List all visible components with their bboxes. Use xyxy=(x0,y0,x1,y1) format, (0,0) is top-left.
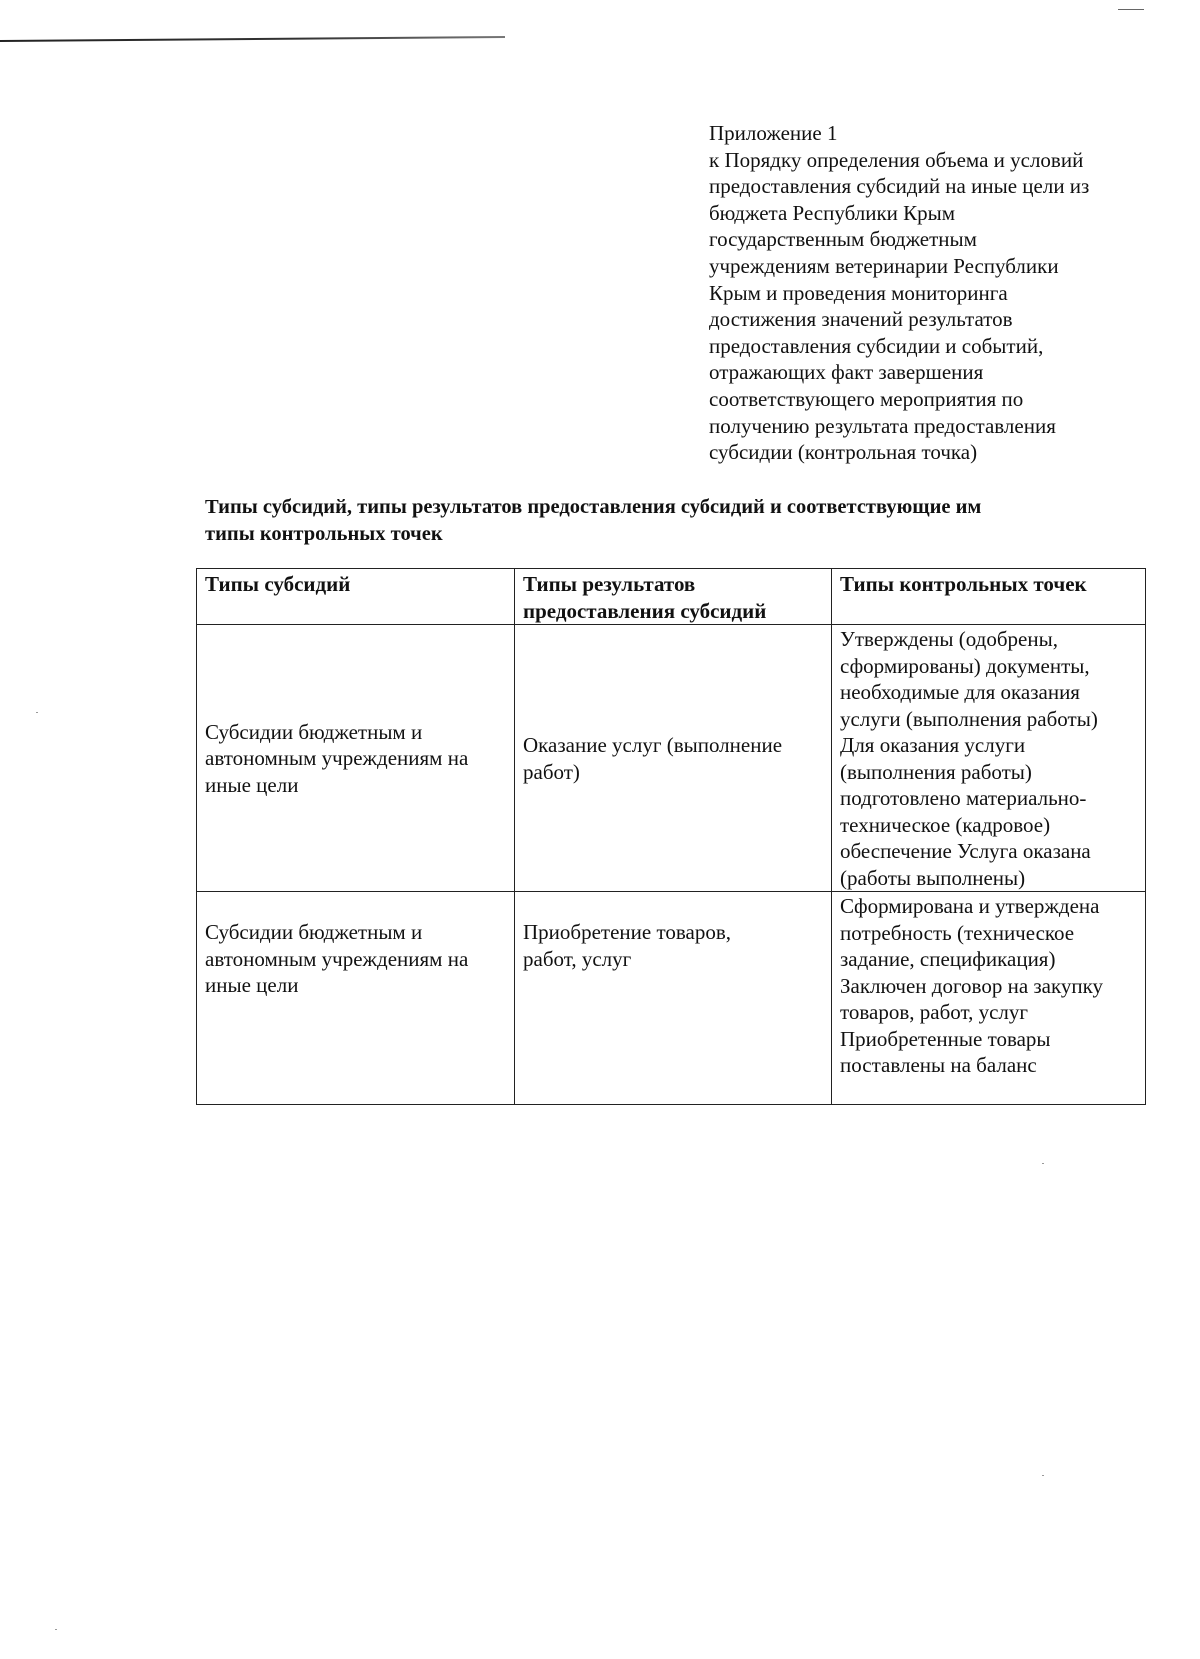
appendix-line: соответствующего мероприятия по xyxy=(709,386,1024,411)
cell-text: иные цели xyxy=(205,772,299,797)
scan-speck xyxy=(55,1629,57,1630)
subsidy-types-table xyxy=(196,568,1146,1105)
appendix-line: отражающих факт завершения xyxy=(709,360,984,385)
title-line: Типы субсидий, типы результатов предоставления субсидий и соответствующие им xyxy=(205,496,982,518)
cell-text: (выполнения работы) xyxy=(840,759,1032,784)
scan-speck xyxy=(36,712,38,713)
header-text: Типы результатов xyxy=(523,572,696,596)
title-line: типы контрольных точек xyxy=(205,523,443,545)
cell-text: автономным учреждениям на xyxy=(205,746,469,771)
cell-subsidy-type xyxy=(197,625,515,892)
cell-subsidy-type xyxy=(197,892,515,1105)
cell-checkpoints xyxy=(832,625,1146,892)
cell-text: Оказание услуг (выполнение xyxy=(523,733,783,757)
cell-text: Субсидии бюджетным и xyxy=(205,920,423,944)
header-result-types xyxy=(515,569,832,625)
scan-speck xyxy=(1042,1475,1044,1476)
cell-text: услуги (выполнения работы) xyxy=(840,706,1098,731)
cell-result-type xyxy=(515,892,832,1105)
cell-text: Приобретенные товары xyxy=(840,1026,1051,1051)
cell-text: техническое (кадровое) xyxy=(840,812,1051,837)
appendix-line: учреждениям ветеринарии Республики xyxy=(709,253,1059,278)
cell-text: работ, услуг xyxy=(523,946,632,971)
cell-text: Заключен договор на закупку xyxy=(840,973,1104,998)
table-row xyxy=(197,892,1146,1105)
table-row xyxy=(197,625,1146,892)
cell-text: поставлены на баланс xyxy=(840,1053,1037,1077)
appendix-line: получению результата предоставления xyxy=(709,413,1056,438)
header-subsidy-types xyxy=(197,569,515,625)
cell-text: Субсидии бюджетным и xyxy=(205,719,423,744)
document-title xyxy=(205,494,1145,548)
appendix-line: к Порядку определения объема и условий xyxy=(709,147,1084,172)
cell-text: работ) xyxy=(523,759,580,784)
appendix-line: предоставления субсидии и событий, xyxy=(709,333,1044,358)
scan-artifact-line xyxy=(0,36,505,42)
header-text: предоставления субсидий xyxy=(523,598,767,623)
appendix-line: государственным бюджетным xyxy=(709,227,977,252)
cell-text: иные цели xyxy=(205,973,299,997)
cell-text: задание, спецификация) xyxy=(840,947,1056,971)
cell-text: Утверждены (одобрены, xyxy=(840,627,1058,651)
cell-text: (работы выполнены) xyxy=(840,865,1026,890)
header-checkpoint-types xyxy=(832,569,1146,625)
appendix-line: бюджета Республики Крым xyxy=(709,200,956,225)
cell-text: товаров, работ, услуг xyxy=(840,1000,1029,1024)
cell-text: автономным учреждениям на xyxy=(205,946,469,971)
cell-result-type xyxy=(515,625,832,892)
appendix-line: Крым и проведения мониторинга xyxy=(709,280,1008,305)
table-header-row xyxy=(197,569,1146,625)
cell-text: подготовлено материально- xyxy=(840,786,1087,810)
appendix-line: предоставления субсидий на иные цели из xyxy=(709,174,1090,199)
scan-speck xyxy=(1042,1163,1044,1164)
header-text: Типы контрольных точек xyxy=(840,572,1087,596)
cell-text: Приобретение товаров, xyxy=(523,920,731,944)
appendix-note xyxy=(709,120,1149,466)
cell-text: сформированы) документы, xyxy=(840,653,1090,678)
appendix-line: достижения значений результатов xyxy=(709,307,1013,332)
header-text: Типы субсидий xyxy=(205,572,351,596)
appendix-line: Приложение 1 xyxy=(709,121,838,145)
cell-text: Для оказания услуги xyxy=(840,733,1026,757)
cell-text: обеспечение Услуга оказана xyxy=(840,839,1091,863)
cell-text: потребность (техническое xyxy=(840,920,1075,945)
cell-checkpoints xyxy=(832,892,1146,1105)
appendix-line: субсидии (контрольная точка) xyxy=(709,440,978,465)
cell-text: Сформирована и утверждена xyxy=(840,894,1100,918)
cell-text: необходимые для оказания xyxy=(840,680,1080,704)
scan-artifact-mark xyxy=(1118,9,1144,10)
